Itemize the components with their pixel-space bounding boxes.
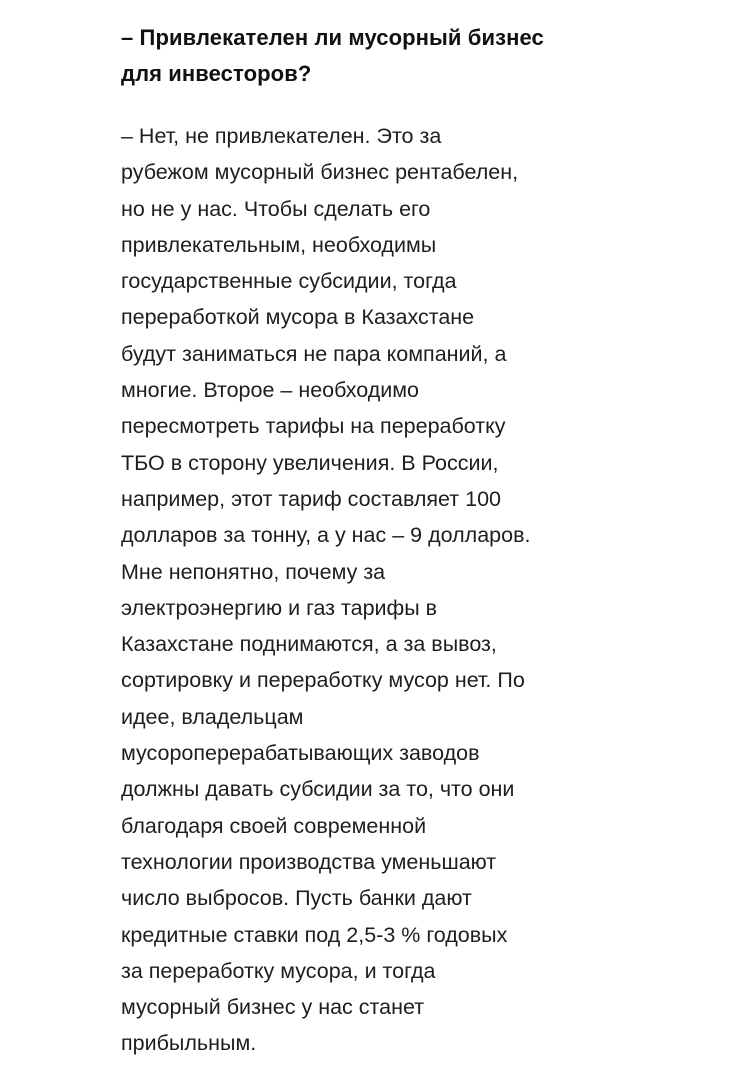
answer-line: число выбросов. Пусть банки дают	[121, 886, 472, 911]
answer-line: Казахстане поднимаются, а за вывоз,	[121, 632, 497, 657]
interview-question	[121, 20, 601, 92]
answer-line: кредитные ставки под 2,5-3 % годовых	[121, 922, 508, 947]
answer-line: идее, владельцам	[121, 704, 304, 729]
answer-line: мусороперерабатывающих заводов	[121, 741, 480, 766]
answer-line: Мне непонятно, почему за	[121, 559, 386, 584]
answer-line: прибыльным.	[121, 1031, 257, 1056]
answer-line: электроэнергию и газ тарифы в	[121, 595, 438, 620]
answer-line: многие. Второе – необходимо	[121, 378, 420, 403]
answer-line: но не у нас. Чтобы сделать его	[121, 196, 431, 221]
interview-answer	[121, 118, 601, 1062]
answer-line: пересмотреть тарифы на переработку	[121, 414, 506, 439]
answer-line: мусорный бизнес у нас станет	[121, 995, 425, 1020]
answer-line: привлекательным, необходимы	[121, 232, 437, 257]
answer-line: долларов за тонну, а у нас – 9 долларов.	[121, 523, 531, 548]
answer-line: переработкой мусора в Казахстане	[121, 305, 475, 330]
answer-line: рубежом мусорный бизнес рентабелен,	[121, 160, 519, 185]
question-line: для инвесторов?	[121, 61, 312, 86]
answer-line: – Нет, не привлекателен. Это за	[121, 124, 442, 148]
answer-line: благодаря своей современной	[121, 813, 427, 838]
question-line: – Привлекателен ли мусорный бизнес	[121, 25, 544, 50]
answer-line: государственные субсидии, тогда	[121, 269, 457, 294]
answer-line: должны давать субсидии за то, что они	[121, 777, 515, 802]
answer-line: за переработку мусора, и тогда	[121, 958, 436, 983]
answer-line: например, этот тариф составляет 100	[121, 486, 501, 511]
answer-line: ТБО в сторону увеличения. В России,	[121, 450, 499, 475]
answer-line: сортировку и переработку мусор нет. По	[121, 668, 525, 693]
answer-line: технологии производства уменьшают	[121, 849, 497, 874]
answer-line: будут заниматься не пара компаний, а	[121, 341, 507, 366]
article-body	[121, 20, 601, 1062]
